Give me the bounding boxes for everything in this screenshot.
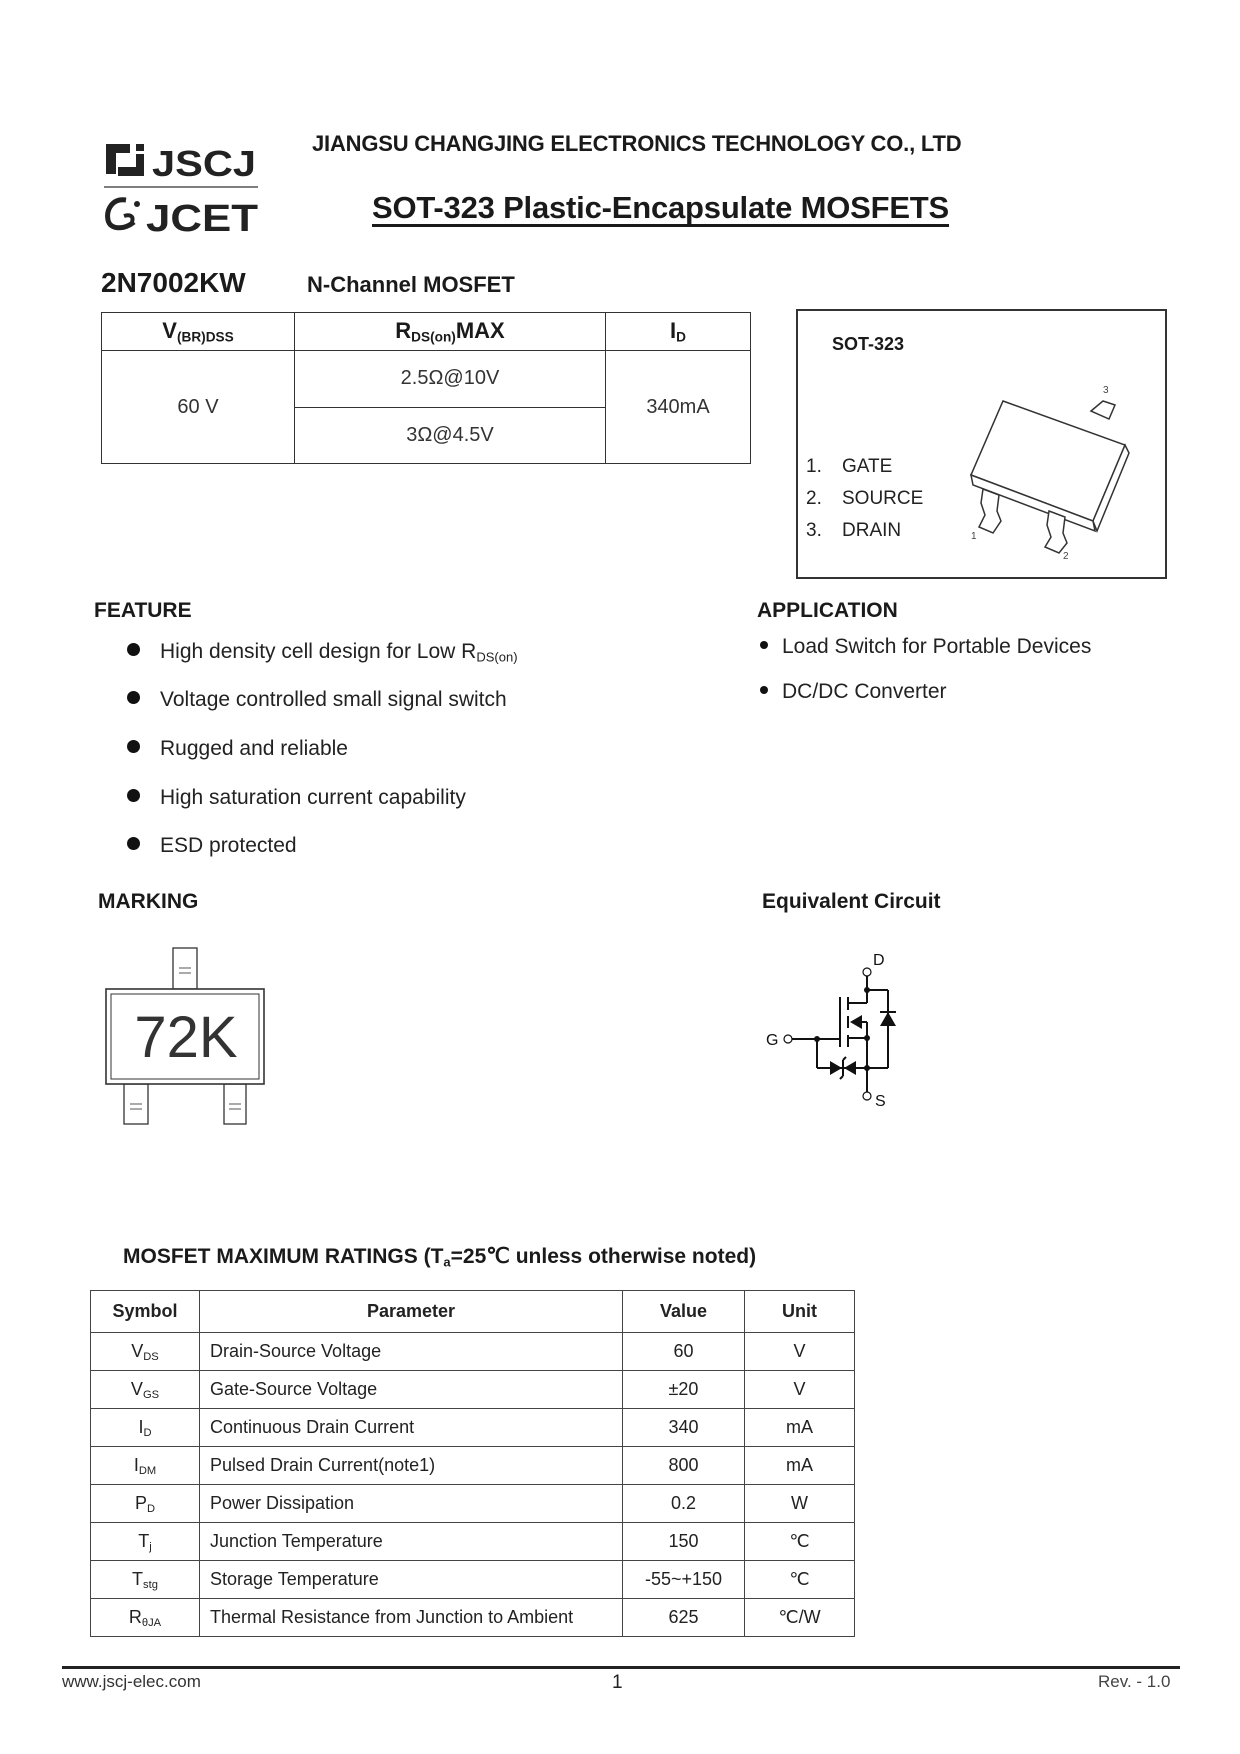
value-cell: -55~+150 (623, 1561, 745, 1599)
source-terminal-icon (863, 1092, 871, 1100)
pin-number-2: 2 (1063, 551, 1069, 562)
pin-number-1: 1 (971, 531, 977, 542)
document-title: SOT-323 Plastic-Encapsulate MOSFETS (372, 190, 950, 225)
rdson-value-4v5: 3Ω@4.5V (295, 407, 606, 464)
value-cell: 150 (623, 1523, 745, 1561)
pin-number-3: 3 (1103, 385, 1109, 396)
value-cell: 340 (623, 1409, 745, 1447)
col-header-symbol: Symbol (91, 1291, 200, 1333)
revision: Rev. - 1.0 (1098, 1672, 1171, 1691)
bullet-icon (127, 740, 140, 753)
table-row (91, 1599, 855, 1637)
equivalent-circuit-diagram (760, 945, 910, 1110)
package-info-box (796, 309, 1167, 579)
symbol-cell: $I_{DM}$ (91, 1447, 200, 1485)
footer-website: www.jscj-elec.com (62, 1672, 201, 1691)
parameter-cell: Continuous Drain Current (200, 1409, 623, 1447)
table-header-row (91, 1291, 855, 1333)
parameter-cell: Thermal Resistance from Junction to Ambient (200, 1599, 623, 1637)
part-type: N-Channel MOSFET (307, 272, 515, 297)
application-item: Load Switch for Portable Devices (760, 635, 1091, 659)
feature-item: ESD protected (127, 834, 297, 858)
unit-cell: ℃ (745, 1523, 855, 1561)
circuit-heading: Equivalent Circuit (762, 890, 941, 913)
pin-item: 3. DRAIN (806, 520, 902, 541)
company-name: JIANGSU CHANGJING ELECTRONICS TECHNOLOGY CO., LTD (312, 131, 962, 156)
page-number: 1 (612, 1672, 623, 1693)
rdson-value-10v: 2.5Ω@10V (295, 351, 606, 408)
unit-cell: W (745, 1485, 855, 1523)
table-row (91, 1409, 855, 1447)
bullet-icon (127, 643, 140, 656)
id-value: 340mA (606, 351, 751, 464)
value-cell: 625 (623, 1599, 745, 1637)
parameter-cell: Drain-Source Voltage (200, 1333, 623, 1371)
feature-item: Rugged and reliable (127, 737, 348, 761)
gate-terminal-icon (784, 1035, 792, 1043)
source-label: S (875, 1093, 886, 1110)
col-header-parameter: Parameter (200, 1291, 623, 1333)
feature-item: High saturation current capability (127, 786, 466, 810)
value-cell: 800 (623, 1447, 745, 1485)
unit-cell: ℃ (745, 1561, 855, 1599)
feature-heading: FEATURE (94, 599, 192, 622)
table-row (91, 1333, 855, 1371)
value-cell: 0.2 (623, 1485, 745, 1523)
key-specs-table (101, 312, 751, 464)
parameter-cell: Pulsed Drain Current(note1) (200, 1447, 623, 1485)
zener-diode-icon (830, 1061, 842, 1075)
symbol-cell: $T_{stg}$ (91, 1561, 200, 1599)
application-heading: APPLICATION (757, 599, 898, 622)
bullet-icon (127, 837, 140, 850)
part-number: 2N7002KW (101, 267, 246, 298)
unit-cell: V (745, 1333, 855, 1371)
bullet-icon (127, 691, 140, 704)
header-rdson-max: $R_{DS(on)}MAX$ (295, 313, 606, 351)
table-row (91, 1523, 855, 1561)
sot323-package-drawing-icon (963, 381, 1163, 562)
col-header-value: Value (623, 1291, 745, 1333)
jcet-logo-mark-icon (108, 200, 140, 228)
symbol-cell: $P_D$ (91, 1485, 200, 1523)
value-cell: 60 (623, 1333, 745, 1371)
symbol-cell: $V_{DS}$ (91, 1333, 200, 1371)
symbol-cell: $T_j$ (91, 1523, 200, 1561)
package-label: SOT-323 (832, 334, 905, 354)
channel-arrow-icon (850, 1015, 862, 1029)
symbol-cell: $R_{\theta JA}$ (91, 1599, 200, 1637)
bullet-icon (127, 789, 140, 802)
vbrdss-value: 60 V (102, 351, 295, 464)
jscj-logo-mark-icon (106, 144, 144, 176)
unit-cell: ℃/W (745, 1599, 855, 1637)
logo-jcet-text: JCET (146, 198, 258, 240)
bullet-icon (760, 641, 768, 649)
marking-package-drawing (100, 940, 280, 1140)
body-diode-icon (880, 1012, 896, 1026)
symbol-cell: $V_{GS}$ (91, 1371, 200, 1409)
col-header-unit: Unit (745, 1291, 855, 1333)
company-logo (104, 134, 260, 240)
bullet-icon (760, 686, 768, 694)
application-item: DC/DC Converter (760, 680, 947, 704)
header-vbrdss: $V_{(BR)DSS}$ (102, 313, 295, 351)
table-row (91, 1485, 855, 1523)
marking-code: 72K (134, 1005, 238, 1070)
ratings-title: MOSFET MAXIMUM RATINGS ($T_a=25℃$ unless otherwise noted) (123, 1245, 757, 1270)
unit-cell: V (745, 1371, 855, 1409)
drain-terminal-icon (863, 968, 871, 976)
table-row (91, 1561, 855, 1599)
feature-item: Voltage controlled small signal switch (127, 688, 507, 712)
table-row (91, 1447, 855, 1485)
gate-label: G (766, 1032, 779, 1049)
max-ratings-table (90, 1290, 855, 1637)
pin-item: 2. SOURCE (806, 488, 924, 509)
footer-divider (62, 1666, 1180, 1669)
logo-jscj-text: JSCJ (152, 143, 256, 184)
header-id: $I_D$ (606, 313, 751, 351)
drain-label: D (873, 952, 885, 969)
table-row (91, 1371, 855, 1409)
unit-cell: mA (745, 1409, 855, 1447)
symbol-cell: $I_D$ (91, 1409, 200, 1447)
parameter-cell: Gate-Source Voltage (200, 1371, 623, 1409)
parameter-cell: Power Dissipation (200, 1485, 623, 1523)
unit-cell: mA (745, 1447, 855, 1485)
pin-item: 1. GATE (806, 456, 893, 477)
zener-diode-icon (844, 1061, 856, 1075)
parameter-cell: Storage Temperature (200, 1561, 623, 1599)
parameter-cell: Junction Temperature (200, 1523, 623, 1561)
feature-item: High density cell design for Low $R_{DS(on)}$ (127, 640, 518, 664)
value-cell: ±20 (623, 1371, 745, 1409)
marking-heading: MARKING (98, 890, 199, 913)
